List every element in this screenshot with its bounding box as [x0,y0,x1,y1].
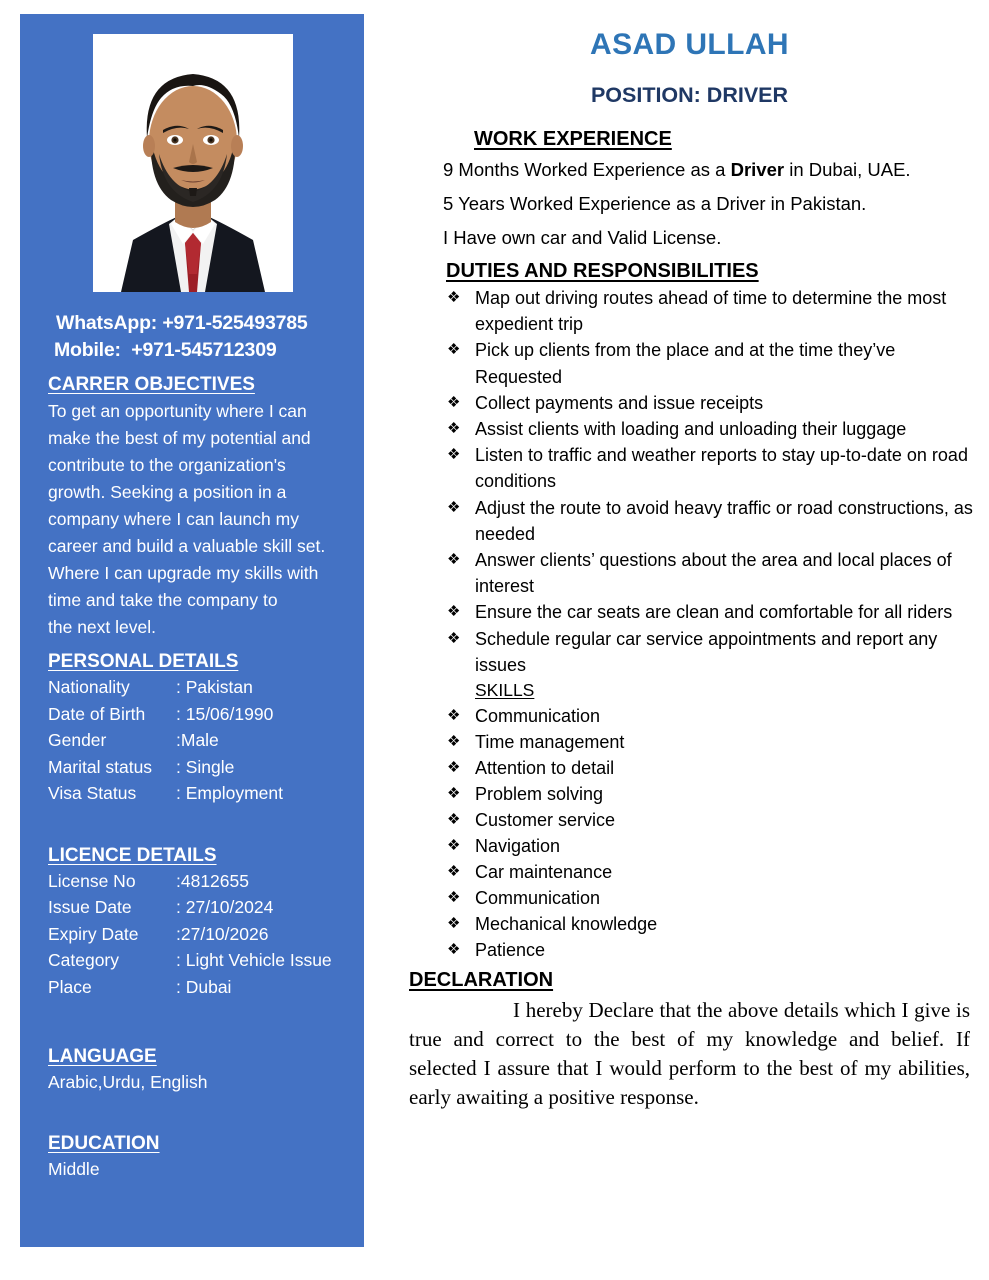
list-item [445,390,978,416]
detail-value: :27/10/2026 [176,923,269,944]
list-item-label: Car maintenance [475,862,613,883]
detail-label: License No [48,870,136,891]
list-item [445,285,978,337]
detail-label: Expiry Date [48,923,139,944]
list-item-label: Mechanical knowledge [475,914,658,935]
sidebar-panel [20,14,364,1247]
list-item [445,859,978,885]
skills-list [401,703,978,963]
list-item-label: Ensure the car seats are clean and comfortable for all riders [475,602,953,623]
list-item [445,833,978,859]
diamond-bullet-icon: ❖ [447,551,461,569]
list-item-label: Pick up clients from the place and at the time they’ve Requested [475,340,896,387]
diamond-bullet-icon: ❖ [447,707,461,725]
diamond-bullet-icon: ❖ [447,393,461,411]
detail-label: Issue Date [48,897,132,917]
personal-details-list [48,674,354,807]
list-item-label: Listen to traffic and weather reports to stay up-to-date on road conditions [475,445,968,492]
detail-label: Date of Birth [48,703,146,724]
diamond-bullet-icon: ❖ [447,811,461,829]
diamond-bullet-icon: ❖ [447,889,461,907]
diamond-bullet-icon: ❖ [447,498,461,516]
position-subtitle: POSITION: DRIVER [590,83,789,107]
detail-value: : 27/10/2024 [176,897,274,917]
list-item [445,442,978,494]
declaration-heading: DECLARATION [409,969,554,992]
detail-label: Category [48,950,120,970]
list-item-label: Attention to detail [475,758,615,779]
detail-value: : Pakistan [176,677,253,697]
detail-label: Visa Status [48,783,137,803]
main-column [390,0,989,1280]
detail-label: Gender [48,730,107,750]
list-item-label: Problem solving [475,784,604,805]
career-objectives-tail: the next level. [48,617,156,637]
detail-value: : Dubai [176,976,232,997]
experience-line [401,221,978,255]
diamond-bullet-icon: ❖ [447,341,461,359]
list-item [445,599,978,625]
detail-value: : 15/06/1990 [176,703,274,724]
detail-row [48,674,354,701]
diamond-bullet-icon: ❖ [447,629,461,647]
detail-label: Nationality [48,677,130,697]
list-item-label: Time management [475,732,625,753]
experience-post: in Dubai, UAE. [784,159,911,180]
whatsapp-line: WhatsApp: +971-525493785 [56,312,308,334]
list-item-label: Communication [475,706,601,727]
duties-heading-wrap [401,258,978,285]
experience-pre: I Have own car and Valid License. [443,227,722,248]
diamond-bullet-icon: ❖ [447,603,461,621]
duties-heading: DUTIES AND RESPONSIBILITIES [446,260,759,282]
list-item-label: Adjust the route to avoid heavy traffic or road constructions, as needed [475,497,973,544]
diamond-bullet-icon: ❖ [447,289,461,306]
diamond-bullet-icon: ❖ [447,941,461,959]
diamond-bullet-icon: ❖ [447,915,461,933]
list-item-label: Communication [475,888,601,909]
detail-value: : Single [176,756,235,777]
list-item-label: Map out driving routes ahead of time to determine the most expedient trip [475,288,947,335]
portrait-photo-icon [93,34,293,292]
spacer [48,807,354,841]
list-item [445,495,978,547]
page-title: ASAD ULLAH [590,28,789,61]
sidebar-content [20,310,364,1182]
detail-label: Marital status [48,756,153,777]
education-heading: EDUCATION [48,1133,160,1154]
list-item [445,937,978,963]
diamond-bullet-icon: ❖ [447,733,461,751]
list-item [445,885,978,911]
language-heading: LANGUAGE [48,1046,157,1067]
detail-row [48,921,354,948]
list-item-label: Assist clients with loading and unloading their luggage [475,419,907,440]
detail-row [48,947,354,974]
list-item [445,729,978,755]
detail-row [48,780,354,807]
language-value: Arabic,Urdu, English [48,1072,208,1092]
experience-bold: Driver [730,159,785,180]
work-experience-lines [401,153,978,255]
skills-heading: SKILLS [475,680,535,701]
skills-heading-wrap [401,678,978,703]
list-item [445,911,978,937]
detail-row [48,974,354,1001]
diamond-bullet-icon: ❖ [447,785,461,803]
licence-details-list [48,868,354,1001]
detail-row [48,754,354,781]
detail-row [48,868,354,895]
work-experience-heading: WORK EXPERIENCE [474,128,672,150]
career-objectives-heading: CARRER OBJECTIVES [48,374,255,395]
diamond-bullet-icon: ❖ [447,837,461,855]
career-objectives-text [48,398,348,641]
list-item [445,626,978,678]
list-item-label: Collect payments and issue receipts [475,392,764,413]
duties-list [401,285,978,678]
experience-line [401,187,978,221]
list-item-label: Navigation [475,836,561,857]
experience-line [401,153,978,187]
declaration-heading-wrap [401,967,978,994]
list-item-label: Schedule regular car service appointments and report any issues [475,628,938,675]
detail-value: :4812655 [176,870,249,891]
diamond-bullet-icon: ❖ [447,863,461,881]
list-item [445,781,978,807]
mobile-line: Mobile: +971-545712309 [54,339,277,361]
detail-value: : Employment [176,783,283,803]
detail-row [48,894,354,921]
list-item [445,416,978,442]
detail-label: Place [48,976,92,997]
personal-details-heading: PERSONAL DETAILS [48,651,239,672]
avatar [93,34,293,292]
experience-pre: 9 Months Worked Experience as a [443,159,731,180]
list-item [445,755,978,781]
spacer [48,1095,354,1129]
spacer [48,1000,354,1042]
list-item-label: Answer clients’ questions about the area and local places of interest [475,550,952,597]
detail-value: :Male [176,730,219,750]
detail-row [48,727,354,754]
list-item [445,547,978,599]
work-experience-heading-wrap [401,126,978,153]
list-item-label: Customer service [475,810,616,831]
list-item [445,807,978,833]
experience-pre: 5 Years Worked Experience as a Driver in Pakistan. [443,193,867,214]
declaration-text: I hereby Declare that the above details which I give is true and correct to the best of my knowledge and belief. If selected I assure that I would perform to the best of my abilities, early awaiting a positive response. [409,998,970,1110]
detail-row [48,701,354,728]
list-item [445,337,978,389]
education-value: Middle [48,1159,100,1179]
diamond-bullet-icon: ❖ [447,446,461,464]
diamond-bullet-icon: ❖ [447,420,461,438]
diamond-bullet-icon: ❖ [447,759,461,777]
detail-value: : Light Vehicle Issue [176,950,332,970]
career-objectives-body: To get an opportunity where I can make the best of my potential and contribute to the organization's growth. Seeking a position in a company where I can launch my career and build a valuable skill set. Where I can upgrade my skills with time and take the company to [48,401,326,610]
list-item-label: Patience [475,940,546,961]
licence-details-heading: LICENCE DETAILS [48,844,217,866]
list-item [445,703,978,729]
